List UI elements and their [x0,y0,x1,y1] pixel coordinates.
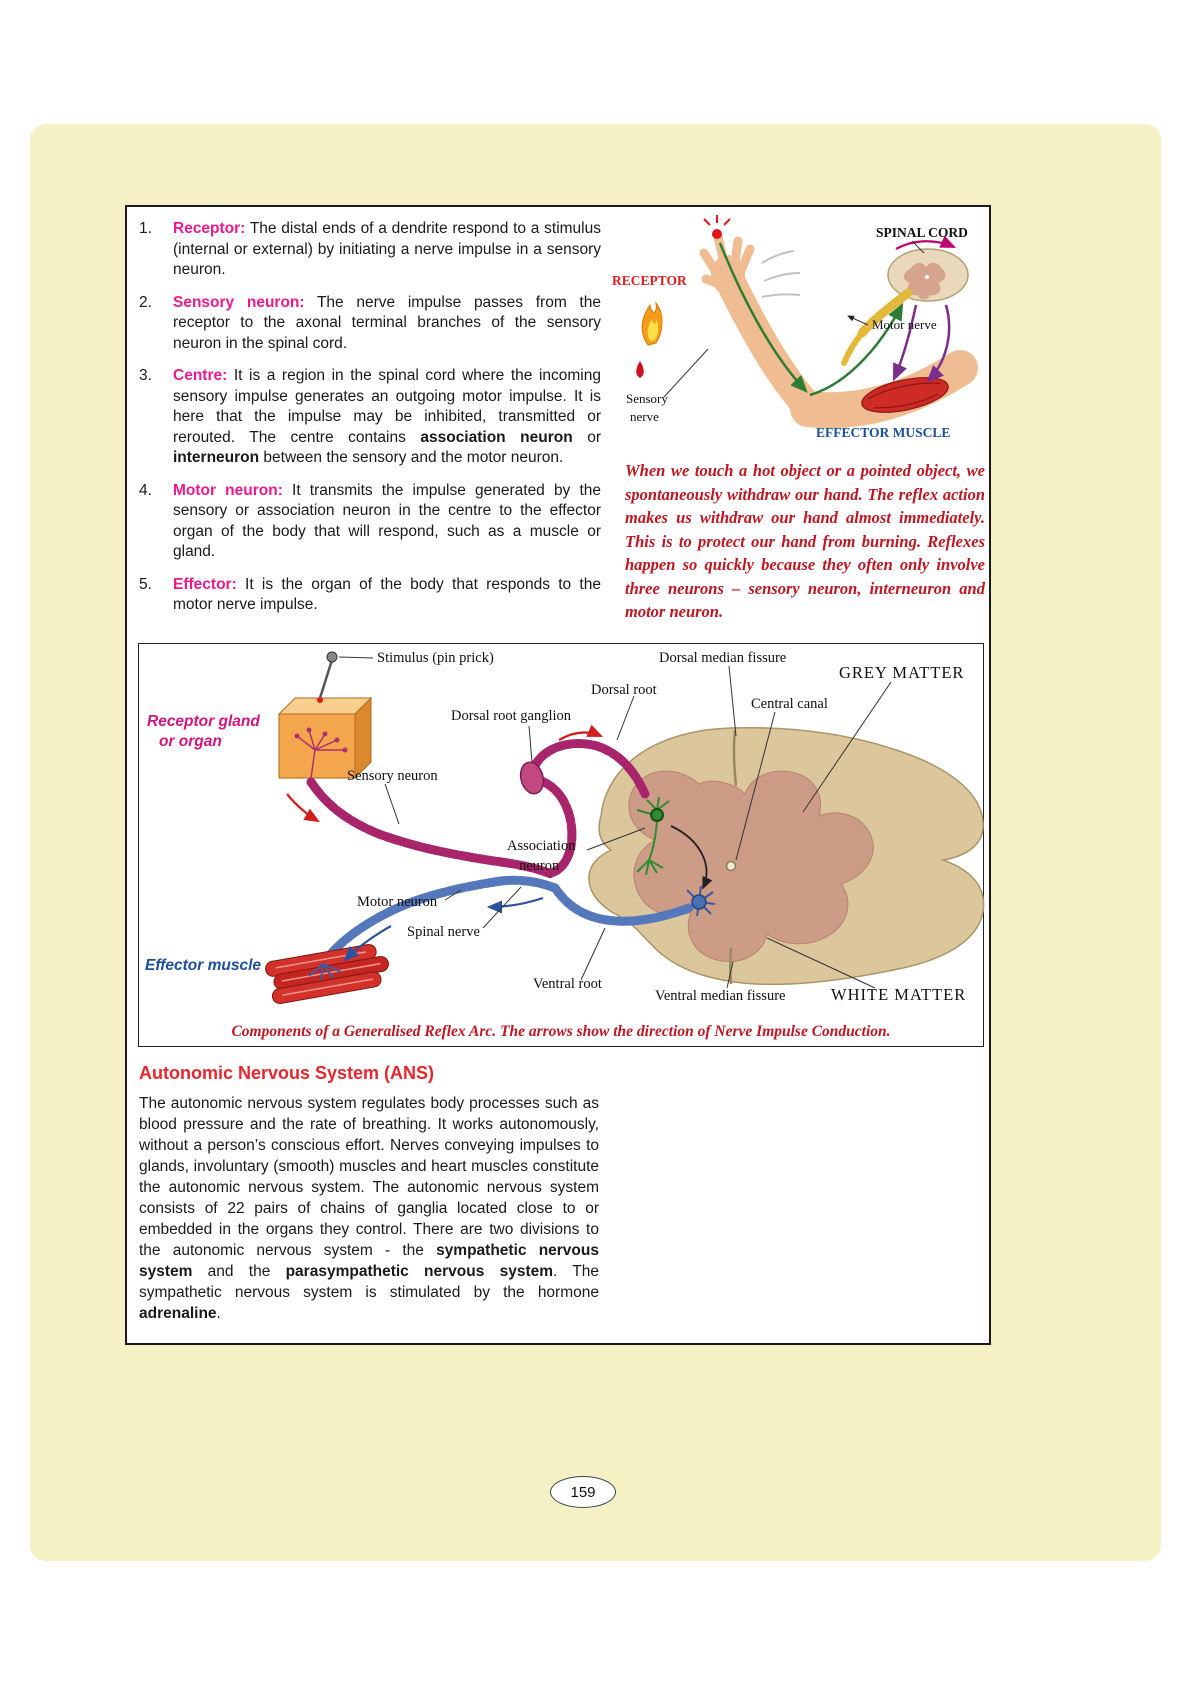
definition-body: The distal ends of a dendrite respond to a stimulus (internal or external) by initiating a nerve impulse in a sensory neuron. [173,220,601,278]
label-ventral-median-fissure: Ventral median fissure [655,988,786,1004]
label-dorsal-median-fissure: Dorsal median fissure [659,650,787,666]
label-receptor: RECEPTOR [612,273,687,288]
definition-item-effector [139,575,601,616]
list-number: 5. [139,575,152,593]
ans-text-4: . [216,1305,221,1322]
stimulus-pin [317,652,337,703]
label-white-matter: WHITE MATTER [831,985,967,1004]
label-motor-neuron: Motor neuron [357,894,438,910]
heat-drop-icon [636,361,644,378]
motor-nerve-pointer-line [848,316,868,325]
content-box [125,205,991,1345]
list-number: 1. [139,220,152,237]
pain-point-icon [704,215,730,239]
bold-interneuron: interneuron [173,449,260,466]
label-central-canal: Central canal [751,696,828,712]
ans-text-3: . The sympathetic nervous system is stimulated by the hormone [139,1263,599,1301]
ans-section-heading: Autonomic Nervous System (ANS) [139,1063,435,1083]
bold-adrenaline: adrenaline [139,1305,217,1322]
spinal-cord-cross-section [888,249,968,301]
reflex-definitions-list [139,219,601,628]
paper-background [30,124,1161,1561]
reflex-loop-arrow [896,241,954,249]
term-sensory-neuron: Sensory neuron: [173,293,305,311]
label-dorsal-root: Dorsal root [591,682,657,698]
motion-lines [762,251,800,297]
definition-body: The nerve impulse passes from the receptor to the axonal terminal branches of the sensory neuron in the spinal cord. [173,293,601,352]
label-spinal-nerve: Spinal nerve [407,924,480,940]
definition-body-3: between the sensory and the motor neuron. [259,449,564,466]
label-motor-nerve: Motor nerve [872,317,937,332]
ans-text-2: and the [192,1263,286,1280]
term-motor-neuron: Motor neuron: [173,481,283,499]
label-receptor-gland-2: or organ [159,733,222,750]
central-canal-dot [727,862,736,871]
label-spinal-cord: SPINAL CORD [876,225,968,240]
definition-item-sensory-neuron [139,293,601,355]
reflex-arc-illustration [139,644,985,1016]
label-sensory-neuron: Sensory neuron [347,768,438,784]
definition-text [173,366,601,469]
label-ventral-root: Ventral root [533,976,602,992]
label-association-neuron-2: neuron [519,858,560,874]
label-sensory-nerve-2: nerve [630,409,659,424]
receptor-gland-box [279,698,371,778]
arm-reflex-illustration [610,213,985,453]
arm-reflex-figure [610,213,985,453]
term-centre: Centre: [173,367,228,384]
dorsal-root-ganglion-shape [517,760,547,797]
definition-body: It transmits the impulse generated by the sensory or association neuron in the centre to the effector organ of the body that will respond, such as a muscle or gland. [173,481,601,560]
definition-text [173,219,601,281]
definition-text [173,293,601,355]
bold-sympathetic: sympathetic nervous system [139,1242,599,1280]
label-grey-matter: GREY MATTER [839,663,965,682]
label-effector-muscle: Effector muscle [145,957,262,974]
page-number [550,1476,616,1508]
definition-text [173,575,601,616]
label-dorsal-root-ganglion: Dorsal root ganglion [451,708,572,724]
figure-caption: Components of a Generalised Reflex Arc. The arrows show the direction of Nerve Impulse Conduction. [231,1023,891,1040]
bold-parasympathetic: parasympathetic nervous system [285,1263,554,1280]
reflex-arc-figure [138,643,984,1047]
definition-text [173,481,601,563]
bold-association-neuron: association neuron [420,428,573,446]
definition-body: It is a region in the spinal cord where the incoming sensory impulse generates an outgoing motor impulse. It is here that the impulse may be inhibited, transmitted or rerouted. The centre contains [173,367,601,446]
ans-paragraph [139,1093,599,1324]
ventral-median-fissure-line [730,948,731,984]
label-effector-muscle: EFFECTOR MUSCLE [816,425,951,440]
label-association-neuron-1: Association [507,838,576,854]
definition-body-2: or [572,428,601,446]
list-number: 2. [139,293,152,311]
term-receptor: Receptor: [173,220,246,237]
definition-item-motor-neuron [139,481,601,563]
list-number: 4. [139,481,152,499]
definition-body: It is the organ of the body that responds to the motor nerve impulse. [173,575,601,613]
definition-item-centre [139,366,601,469]
flame-icon [636,303,662,378]
sensory-nerve-pointer-line [664,349,708,397]
label-sensory-nerve-1: Sensory [626,391,668,406]
label-stimulus: Stimulus (pin prick) [377,650,494,666]
ans-text-1: The autonomic nervous system regulates body processes such as blood pressure and the rate of breathing. It works autonomously, without a person’s conscious effort. Nerves conveying impulses to glands, involuntary (smooth) muscles and heart muscles constitute the autonomic nervous system. The autonomic nervous system consists of 22 pairs of chains of ganglia located close to or embedded in the organs they control. There are two divisions to the autonomic nervous system - the [139,1095,599,1259]
term-effector: Effector: [173,575,237,593]
effector-muscle-bundle [264,942,392,1006]
definition-item-receptor [139,219,601,281]
reflex-callout-text: When we touch a hot object or a pointed object, we spontaneously withdraw our hand. The reflex action makes us withdraw our hand almost immediately. This is to protect our hand from burning. Reflexes happen so quickly because they often only involve three neurons – sensory neuron, interneuron and motor neuron. [625,461,985,621]
page-number-text: 159 [570,1483,596,1501]
list-number: 3. [139,367,152,384]
label-receptor-gland-1: Receptor gland [147,713,260,730]
